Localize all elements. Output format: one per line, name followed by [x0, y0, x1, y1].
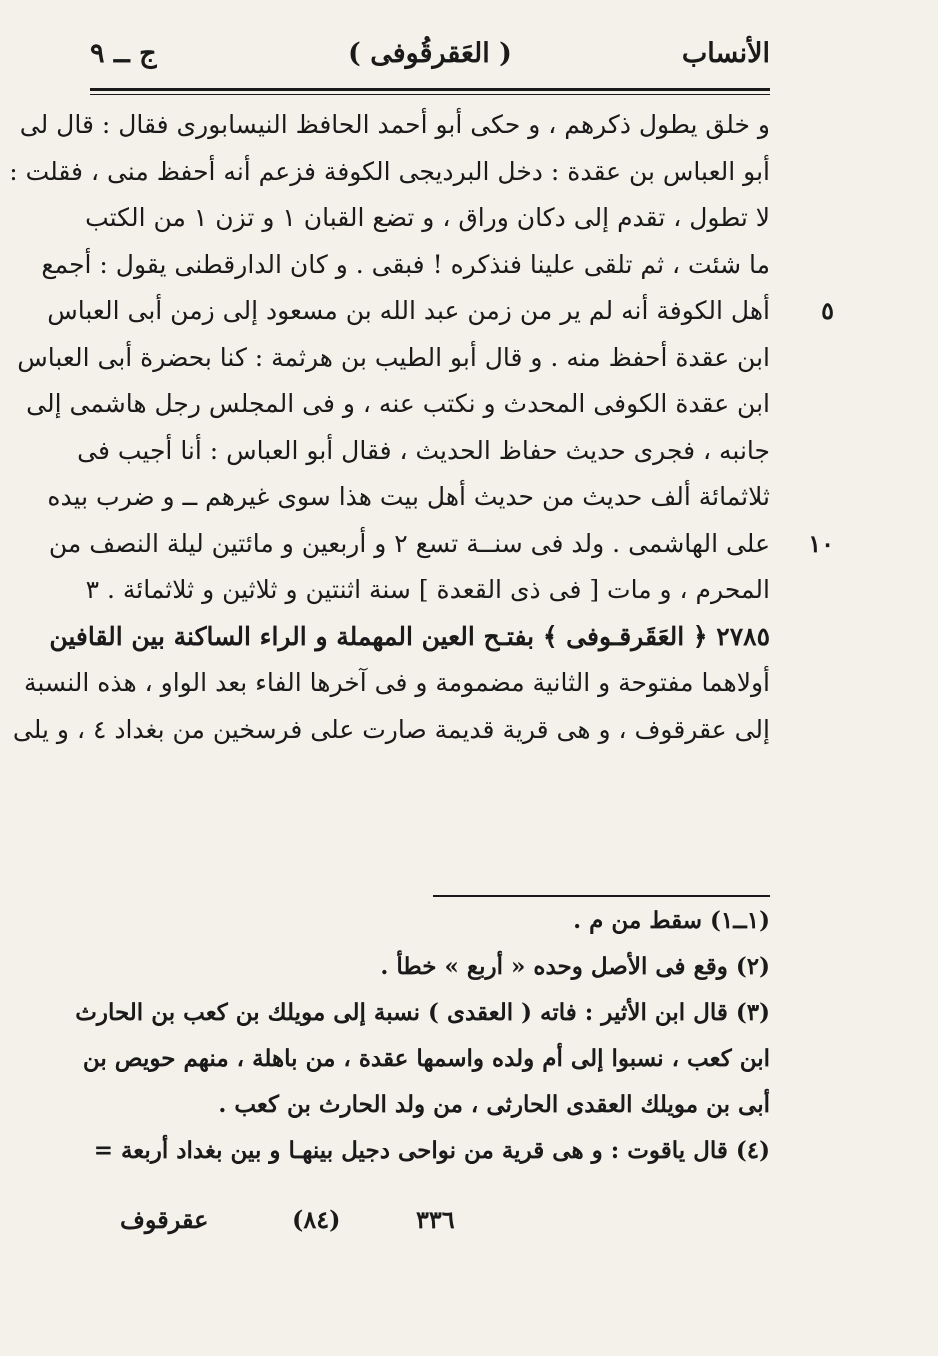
- marginal-line-number: ١٠: [808, 528, 834, 558]
- text-line: [17, 335, 770, 382]
- text-line-content: على الهاشمى . ولد فى سنــة تسع ٢ و أربعين و مائتين ليلة النصف من: [48, 528, 770, 558]
- marginal-line-number: ٥: [821, 296, 834, 325]
- footnote-line: ابن كعب ، نسبوا إلى أم ولده واسمها عقدة ، من باهلة ، منهم حويص بن: [82, 1045, 770, 1072]
- text-line: [41, 242, 770, 289]
- text-line-content: ابن عقدة أحفظ منه . و قال أبو الطيب بن هرثمة : كنا بحضرة أبى العباس: [17, 342, 770, 372]
- text-line: [47, 288, 834, 335]
- text-line-content: جانبه ، فجرى حديث حفاظ الحديث ، فقال أبو العباس : أنا أجيب فى: [77, 435, 770, 465]
- running-entry-title: ( العَقرقُوفى ): [348, 38, 512, 69]
- text-line-content: و خلق يطول ذكرهم ، و حكى أبو أحمد الحافظ النيسابورى فقال : قال لى: [19, 110, 770, 139]
- page-header: [90, 38, 770, 82]
- text-line: [23, 660, 770, 707]
- volume-number: ج ــ ٩: [90, 38, 157, 69]
- footnote-line: (٢) وقع فى الأصل وحده « أربع » خطأ .: [380, 953, 770, 980]
- main-text: [9, 102, 834, 753]
- text-line: [85, 195, 770, 242]
- footnote-line: (٤) قال ياقوت : و هى قرية من نواحى دجيل بينهـا و بين بغداد أربعة =: [93, 1137, 770, 1164]
- footnote-line: (١ــ١) سقط من م .: [573, 907, 770, 934]
- sheet-number: (٨٤): [292, 1205, 341, 1234]
- text-line: [26, 381, 770, 428]
- text-line-content: ابن عقدة الكوفى المحدث و نكتب عنه ، و فى المجلس رجل هاشمى إلى: [26, 389, 770, 418]
- text-line-content: لا تطول ، تقدم إلى دكان وراق ، و تضع القبان ١ و تزن ١ من الكتب: [85, 203, 770, 232]
- text-line-content: أبو العباس بن عقدة : دخل البرديجى الكوفة فزعم أنه أحفظ منى ، فقلت :: [9, 156, 770, 186]
- text-line-content: المحرم ، و مات [ فى ذى القعدة ] سنة اثنتين و ثلاثين و ثلاثمائة . ٣: [85, 575, 770, 604]
- entry-heading-line: [49, 614, 770, 661]
- text-line-content: أهل الكوفة أنه لم ير من زمن عبد الله بن مسعود إلى زمن أبى العباس: [47, 296, 770, 325]
- footnote-line: أبى بن مويلك العقدى الحارثى ، من ولد الحارث بن كعب .: [218, 1091, 770, 1118]
- footnote-line: (٣) قال ابن الأثير : فاته ( العقدى ) نسبة إلى مويلك بن كعب بن الحارث: [75, 999, 770, 1026]
- text-line: [9, 149, 770, 196]
- text-line: [85, 567, 770, 614]
- text-line-content: ما شئت ، ثم تلقى علينا فنذكره ! فبقى . و كان الدارقطنى يقول : أجمع: [41, 249, 770, 279]
- text-line: [48, 521, 834, 568]
- footnote-rule: [433, 895, 770, 897]
- text-line: [77, 428, 770, 475]
- header-rule: [90, 88, 770, 91]
- catchword: عقرقوف: [120, 1205, 209, 1234]
- text-line: [19, 102, 770, 149]
- text-line-content: ثلاثمائة ألف حديث من حديث أهل بيت هذا سوى غيرهم ــ و ضرب بيده: [47, 482, 770, 511]
- text-line-content: أولاهما مفتوحة و الثانية مضمومة و فى آخرها الفاء بعد الواو ، هذه النسبة: [23, 668, 770, 697]
- text-line: [12, 707, 770, 754]
- book-title: الأنساب: [681, 38, 770, 69]
- header-rule-thin: [90, 94, 770, 95]
- text-line-content: ٢٧٨٥ ﴿ العَقَرقـوفى ﴾ بفتـح العين المهملة و الراء الساكنة بين القافين: [49, 621, 770, 651]
- page-number: ٣٣٦: [416, 1205, 455, 1234]
- page-signature: [120, 1205, 770, 1245]
- footnotes: [75, 898, 770, 1174]
- text-line-content: إلى عقرقوف ، و هى قرية قديمة صارت على فرسخين من بغداد ٤ ، و يلى: [12, 714, 770, 744]
- text-line: [47, 474, 770, 521]
